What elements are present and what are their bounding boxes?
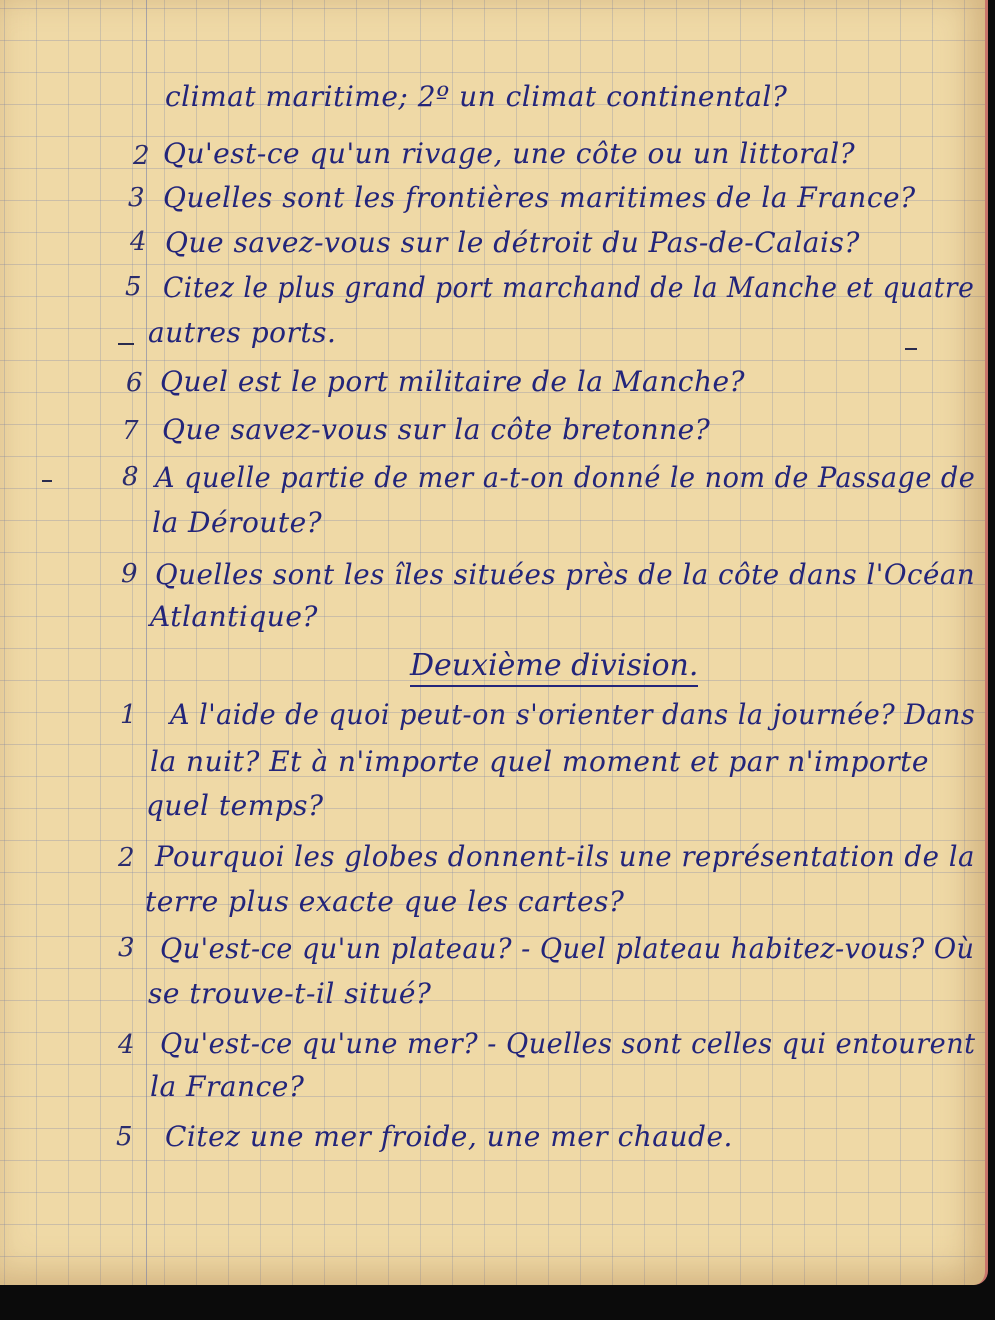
question-number: 8 — [122, 462, 139, 492]
question-line: Qu'est-ce qu'un rivage, une côte ou un littoral? — [163, 137, 856, 170]
question-number: 5 — [125, 272, 142, 302]
question-line: Que savez-vous sur le détroit du Pas-de-Calais? — [165, 226, 860, 259]
question-line: autres ports. — [148, 316, 337, 349]
question-number: 1 — [120, 700, 137, 730]
question-line: Pourquoi les globes donnent-ils une représentation de la — [155, 840, 975, 873]
question-number: 9 — [121, 559, 138, 589]
question-line: Qu'est-ce qu'une mer? - Quelles sont celles qui entourent — [160, 1027, 976, 1060]
question-number: 2 — [133, 141, 150, 171]
question-line: Atlantique? — [150, 600, 318, 633]
question-number: 2 — [118, 843, 135, 873]
question-number: 3 — [128, 183, 145, 213]
question-line: terre plus exacte que les cartes? — [145, 885, 625, 918]
question-number: 3 — [118, 933, 135, 963]
question-line: la France? — [150, 1070, 305, 1103]
question-number: 4 — [118, 1030, 135, 1060]
question-line: Quelles sont les îles situées près de la côte dans l'Océan — [155, 558, 976, 591]
question-number: 7 — [122, 416, 139, 446]
question-line: A quelle partie de mer a-t-on donné le nom de Passage de — [155, 461, 976, 494]
question-number: 4 — [130, 227, 147, 257]
question-line: Citez une mer froide, une mer chaude. — [165, 1120, 733, 1153]
question-line: la Déroute? — [152, 506, 323, 539]
question-number: 6 — [126, 368, 143, 398]
question-line: Que savez-vous sur la côte bretonne? — [162, 413, 711, 446]
question-number: 5 — [116, 1122, 133, 1152]
margin-line — [146, 0, 147, 1285]
question-line: se trouve-t-il situé? — [148, 977, 432, 1010]
margin-dash — [42, 480, 52, 482]
margin-dash — [905, 348, 917, 350]
question-line: Quel est le port militaire de la Manche? — [160, 365, 746, 398]
question-line: Citez le plus grand port marchand de la Manche et quatre — [163, 271, 975, 304]
question-line: la nuit? Et à n'importe quel moment et par n'importe — [150, 745, 929, 778]
question-line: A l'aide de quoi peut-on s'orienter dans la journée? Dans — [170, 698, 976, 731]
margin-dash — [118, 343, 134, 345]
question-line: Quelles sont les frontières maritimes de la France? — [163, 181, 916, 214]
section-title: Deuxième division. — [410, 648, 698, 687]
question-line: Qu'est-ce qu'un plateau? - Quel plateau habitez-vous? Où — [160, 932, 975, 965]
header-line: climat maritime; 2º un climat continental? — [165, 80, 788, 113]
question-line: quel temps? — [146, 789, 324, 822]
